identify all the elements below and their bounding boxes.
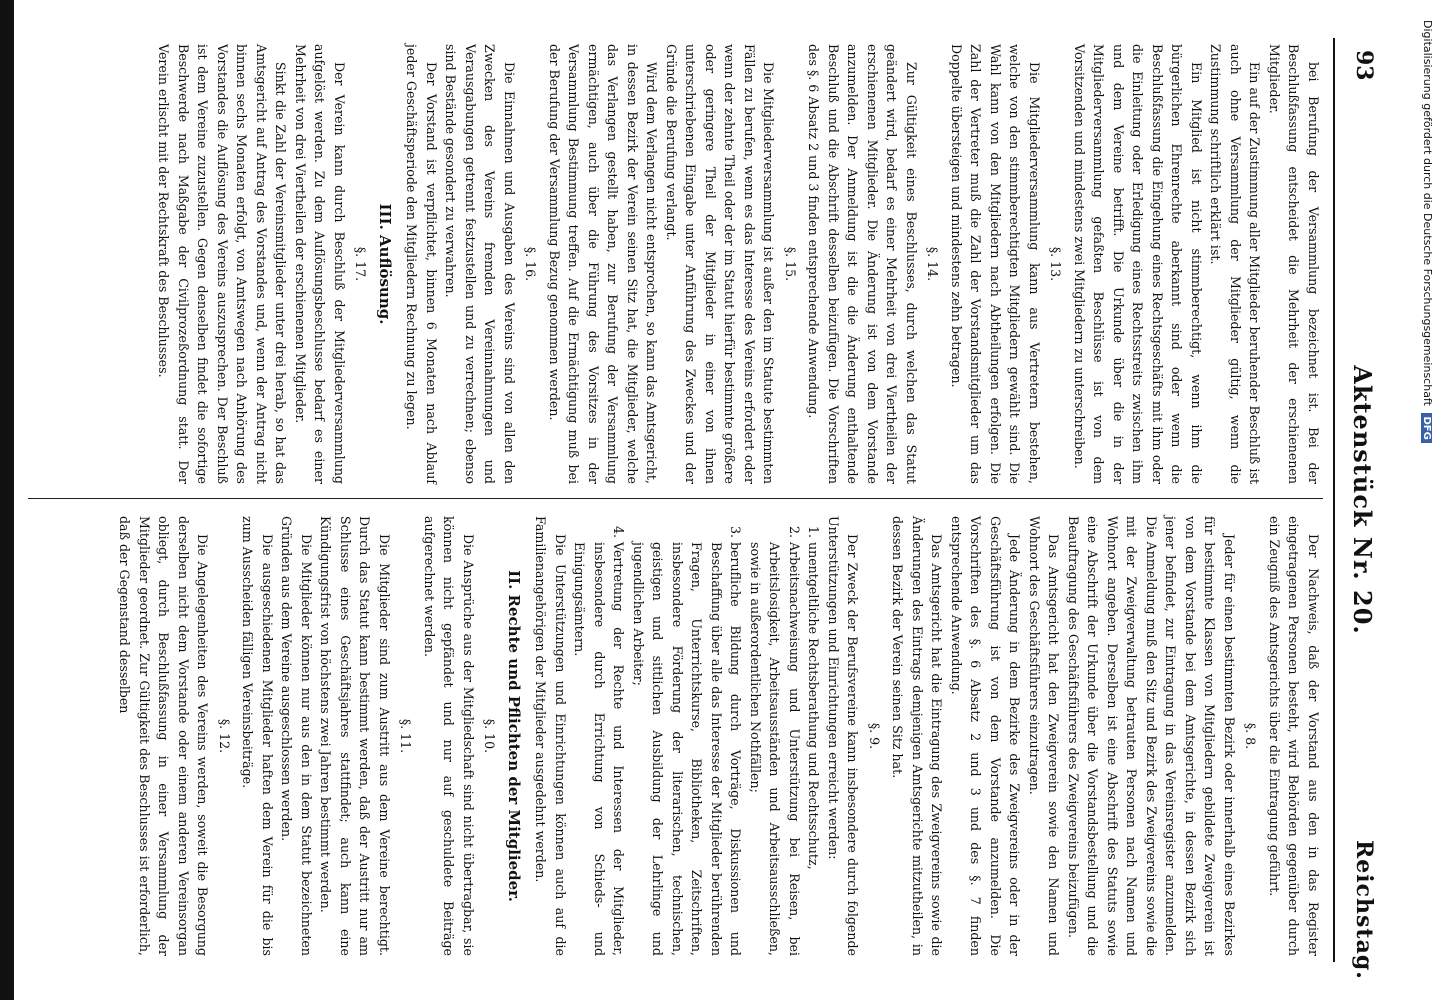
paragraph: Die ausgeschiedenen Mitglieder haften dem Verein für die bis zum Ausscheiden fälligen Vereinsbeiträge.	[240, 516, 275, 956]
paragraph: Das Amtsgericht hat den Zweigverein sowie den Namen und Wohnort des Geschäftsführers einzutragen.	[1027, 516, 1062, 956]
paragraph: Die Unterstützungen und Einrichtungen können auch auf die Familienangehörigen der Mitglieder ausgedehnt werden.	[533, 516, 568, 956]
list-item: 2. Arbeitsnachweisung und Unterstützung bei Reisen, bei Arbeitslosigkeit, Arbeitsausständen und Arbeitsausschließen, sowie in außerordentlichen Nothfällen;	[746, 542, 805, 956]
paragraph: Der Zweck der Berufsvereine kann insbesondere durch folgende Unterstützungen und Einrichtungen erreicht werden:	[826, 516, 861, 956]
header-rule	[1333, 38, 1335, 962]
scan-binding-edge	[0, 0, 14, 1000]
column-right-page	[154, 44, 1323, 484]
column-divider	[28, 498, 1323, 499]
section-number: §. 13.	[1048, 246, 1064, 282]
running-head: Reichstag.	[1351, 840, 1377, 980]
list-item: 1. unentgeltliche Rechtsberathung und Rechtsschutz,	[804, 542, 824, 956]
paragraph: Jede Änderung in dem Bezirke des Zweigvereins oder in der Geschäftsführung ist von dem Vorstande anzumelden. Die Vorschriften des §. 6 Absatz 2 und 3 und des §. 7 finden entsprechende Anwendung.	[949, 516, 1023, 956]
section-heading: III. Auflösung.	[376, 203, 394, 325]
paragraph: Ein Mitglied ist nicht stimmberechtigt, wenn ihm die bürgerlichen Ehrenrechte aberkannt sind oder wenn die Beschlußfassung die Eingehung eines Rechtsgeschäfts mit ihm oder die Einleitung oder Erledigung eines Rechtsstreits zwischen ihm und dem Vereine betrifft. Die Urkunde über die in der Mitgliederversammlung gefaßten Beschlüsse ist von dem Vorsitzenden und mindestens zwei Mitgliedern zu unterschreiben.	[1072, 44, 1204, 484]
paragraph: Ein auf der Zustimmung aller Mitglieder beruhender Beschluß ist auch ohne Versammlung der Mitglieder gültig, wenn die Zustimmung schriftlich erklärt ist.	[1208, 44, 1263, 484]
section-number: §. 10.	[482, 718, 498, 754]
paragraph: Zur Gültigkeit eines Beschlusses, durch welchen das Statut geändert wird, bedarf es einer Mehrheit von drei Viertheilen der erschienenen Mitglieder. Die Änderung ist von dem Vorstande anzumelden. Der Anmeldung ist die die Änderung enthaltende Beschluß und die Abschrift desselben beizufügen. Die Vorschriften des §. 6 Absatz 2 und 3 finden entsprechende Anwendung.	[806, 44, 919, 484]
paragraph: Die Mitglieder sind zum Austritt aus dem Vereine berechtigt. Durch das Statut kann bestimmt werden, daß der Austritt nur am Schlusse eines Geschäftsjahres stattfindet; auch kann eine Kündigungsfrist von höchstens zwei Jahren bestimmt werden.	[318, 516, 392, 956]
credit-text: Digitalisierung gefördert durch die Deutsche Forschungsgemeinschaft	[1421, 20, 1434, 406]
list-item: 3. berufliche Bildung durch Vorträge, Diskussionen und Beschaffung über alle das Interesse der Mitglieder berührenden Fragen, Unterrichtskurse, Bibliotheken, Zeitschriften, insbesondere Förderung der literarischen, technischen, geistigen und sittlichen Ausbildung der Lehrlinge und jugendlichen Arbeiter;	[629, 542, 746, 956]
paragraph: Die Einnahmen und Ausgaben des Vereins sind von allen den Zwecken des Vereins fremden Vereinnahmungen und Verausgabungen getrennt festzustellen und zu verrechnen; ebenso sind Bestände gesondert zu verwahren.	[443, 44, 517, 484]
paragraph: Das Amtsgericht hat die Eintragung des Zweigvereins sowie die Änderungen des Eintrags demjenigen Amtsgerichte mitzutheilen, in dessen Bezirk der Verein seinen Sitz hat.	[890, 516, 945, 956]
paragraph: Der Verein kann durch Beschluß der Mitgliederversammlung aufgelöst werden. Zu dem Auflösungsbeschlusse bedarf es einer Mehrheit von drei Viertheilen der erschienenen Mitglieder.	[293, 44, 347, 484]
section-number: §. 15.	[783, 246, 798, 282]
purpose-list	[570, 516, 824, 956]
digitization-credit	[1414, 20, 1434, 980]
paragraph: Der Nachweis, daß der Vorstand aus den in das Register eingetragenen Personen besteht, wird Behörden gegenüber durch ein Zeugniß des Amtsgerichts über die Eintragung geführt.	[1267, 516, 1321, 956]
section-number: §. 16.	[523, 246, 539, 282]
paragraph: bei Berufung der Versammlung bezeichnet ist. Bei der Beschlußfassung entscheidet die Mehrheit der erschienenen Mitglieder.	[1267, 44, 1321, 484]
page-header	[1337, 20, 1377, 980]
section-number: §. 14.	[925, 246, 941, 282]
document-page	[20, 20, 1395, 980]
paragraph: Die Mitgliederversammlung ist außer den im Statute bestimmten Fällen zu berufen, wenn es das Interesse des Vereins erfordert oder wenn der zehnte Theil oder der im Statut hierfür bestimmte größere oder geringere Theil der Mitglieder in einer von ihnen unterschriebenen Eingabe unter Anführung des Zweckes und der Gründe die Berufung verlangt.	[664, 44, 777, 484]
paragraph: Die Mitglieder können nur aus den in dem Statut bezeichneten Gründen aus dem Vereine ausgeschlossen werden.	[279, 516, 314, 956]
paragraph: Jeder für einen bestimmten Bezirk oder innerhalb eines Bezirkes für bestimmte Klassen von Mitgliedern gebildete Zweigverein ist von dem Vorstande bei dem Amtsgerichte, in dessen Bezirk sich jener befindet, zur Eintragung in das Vereinsregister anzumelden. Die Anmeldung muß den Sitz und Bezirk des Zweigvereins sowie die mit der Zweigverwaltung betrauten Personen nach Namen und Wohnort angeben. Derselben ist eine Abschrift des Statuts sowie eine Abschrift der Urkunde über die Vorstandsbestellung und die Beauftragung des Geschäftsführers des Zweigvereins beizufügen.	[1066, 516, 1237, 956]
paragraph: Der Vorstand ist verpflichtet, binnen 6 Monaten nach Ablauf jeder Geschäftsperiode den Mitgliedern Rechnung zu legen.	[404, 44, 439, 484]
section-number: §. 11.	[398, 718, 414, 754]
paragraph: Die Ansprüche aus der Mitgliedschaft sind nicht übertragbar, sie können nicht gepfändet und nur auf geschuldete Beiträge aufgerechnet werden.	[422, 516, 476, 956]
paragraph: Die Mitgliederversammlung kann aus Vertretern bestehen, welche von den stimmberechtigten Mitgliedern gewählt sind. Die Wahl kann von den Mitgliedern nach Abtheilungen erfolgen. Die Zahl der Vertreter muß die Zahl der Vorstandsmitglieder um das Doppelte übersteigen und mindestens zehn betragen.	[949, 44, 1042, 484]
paragraph: Die Angelegenheiten des Vereins werden, soweit die Besorgung derselben nicht dem Vorstande oder einem anderen Vereinsorgan obliegt, durch Beschlußfassung in einer Versammlung der Mitglieder geordnet. Zur Gültigkeit des Beschlusses ist erforderlich, daß der Gegenstand desselben	[117, 516, 211, 956]
section-number: §. 12.	[217, 718, 232, 754]
document-title: Aktenstück Nr. 20.	[1348, 365, 1377, 635]
dfg-logo: DFG	[1421, 413, 1432, 442]
paragraph: Wird dem Verlangen nicht entsprochen, so kann das Amtsgericht, in dessen Bezirk der Verein seinen Sitz hat, die Mitglieder, welche das Verlangen gestellt haben, zur Berufung der Versammlung ermächtigen, auch über die Führung des Vorsitzes in der Versammlung Bestimmung treffen. Auf die Ermächtigung muß bei der Berufung der Versammlung Bezug genommen werden.	[547, 44, 660, 484]
list-item: 4. Vertretung der Rechte und Interessen der Mitglieder, insbesondere durch Errichtung von Schieds- und Einigungsämtern.	[570, 542, 629, 956]
section-heading: II. Rechte und Pflichten der Mitglieder.	[505, 570, 523, 902]
page-number: 93	[1351, 50, 1377, 81]
column-left-page	[115, 516, 1323, 956]
section-number: §. 9.	[867, 722, 882, 750]
section-number: §. 8.	[1243, 722, 1259, 750]
paragraph: Sinkt die Zahl der Vereinsmitglieder unter drei herab, so hat das Amtsgericht auf Antrag des Vorstandes und, wenn der Antrag nicht binnen sechs Monaten erfolgt, von Amtswegen nach Anhörung des Vorstandes die Auflösung des Vereins auszusprechen. Der Beschluß ist dem Vereine zuzustellen. Gegen denselben findet die sofortige Beschwerde nach Maßgabe der Civilprozeßordnung statt. Der Verein erlischt mit der Rechtskraft des Beschlusses.	[156, 44, 289, 484]
section-number: §. 17.	[353, 246, 369, 282]
